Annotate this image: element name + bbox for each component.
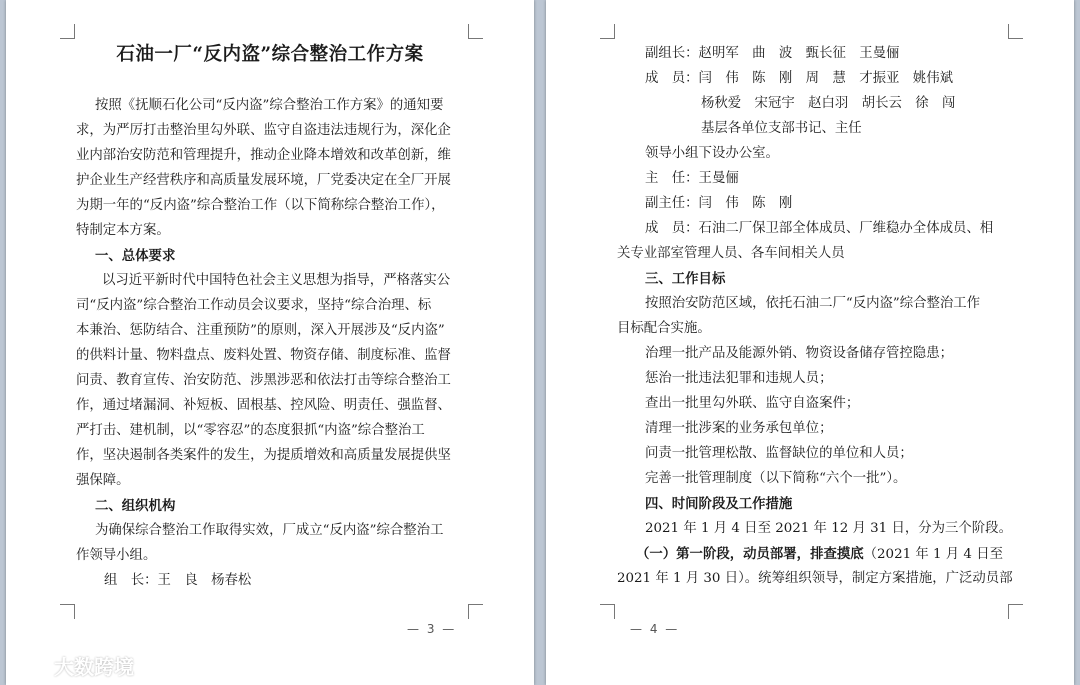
- phase-heading: （一）第一阶段，动员部署，排查摸底: [636, 546, 864, 562]
- crop-mark-top-left: [60, 24, 75, 39]
- paragraph-line: 作，通过堵漏洞、补短板、固根基、控风险、明责任、强监督、: [76, 398, 451, 413]
- crop-mark-bottom-right: [468, 604, 483, 619]
- paragraph-line: 司“反内盗”综合整治工作动员会议要求，坚持“综合治理、标: [76, 298, 432, 313]
- paragraph-line: 强保障。: [76, 473, 130, 488]
- paragraph-line: 2021 年 1 月 30 日）。统筹组织领导，制定方案措施，广泛动员部: [617, 571, 1013, 586]
- office-deputy-line: 副主任：闫 伟 陈 刚: [645, 196, 793, 211]
- page-number: — 4 —: [630, 622, 680, 636]
- office-director-line: 主 任：王曼俪: [645, 171, 739, 186]
- goal-item: 查出一批里勾外联、监守自盗案件；: [645, 396, 860, 411]
- goal-item: 清理一批涉案的业务承包单位；: [645, 421, 833, 436]
- section-heading: 三、工作目标: [645, 271, 726, 287]
- section-heading: 四、时间阶段及工作措施: [645, 496, 793, 512]
- group-leader-line: 组 长：王 良 杨春松: [104, 573, 252, 588]
- paragraph-line: 特制定本方案。: [76, 223, 170, 238]
- phase-line: [636, 545, 1003, 564]
- paragraph-line: 领导小组下设办公室。: [645, 146, 779, 161]
- paragraph-line: 为确保综合整治工作取得实效，厂成立“反内盗”综合整治工: [95, 523, 444, 538]
- paragraph-line: 目标配合实施。: [617, 321, 711, 336]
- document-page-3: [6, 0, 534, 685]
- crop-mark-top-left: [600, 24, 615, 39]
- section-heading: 二、组织机构: [95, 498, 176, 514]
- crop-mark-top-right: [468, 24, 483, 39]
- paragraph-line: 问责、教育宣传、治安防范、涉黑涉恶和依法打击等综合整治工: [76, 373, 451, 388]
- paragraph-line: 关专业部室管理人员、各车间相关人员: [617, 246, 845, 261]
- page-number: — 3 —: [407, 622, 457, 636]
- goal-item: 完善一批管理制度（以下简称“六个一批”）。: [645, 471, 907, 486]
- paragraph-line: 为期一年的“反内盗”综合整治工作（以下简称综合整治工作），: [76, 198, 445, 213]
- paragraph-line: 作，坚决遏制各类案件的发生，为提质增效和高质量发展提供坚: [76, 448, 451, 463]
- paragraph-line: 成 员：石油二厂保卫部全体成员、厂维稳办全体成员、相: [645, 221, 994, 236]
- paragraph-line: 求，为严厉打击整治里勾外联、监守自盗违法违规行为，深化企: [76, 123, 451, 138]
- goal-item: 问责一批管理松散、监督缺位的单位和人员；: [645, 446, 913, 461]
- members-line: 基层各单位支部书记、主任: [701, 121, 862, 136]
- phase-dates: （2021 年 1 月 4 日至: [863, 547, 1003, 562]
- watermark-logo-icon: [8, 652, 48, 678]
- crop-mark-top-right: [1008, 24, 1023, 39]
- deputy-leader-line: 副组长：赵明军 曲 波 甄长征 王曼俪: [645, 46, 900, 61]
- members-line: 杨秋爱 宋冠宇 赵白羽 胡长云 徐 闯: [701, 96, 956, 111]
- watermark: [8, 650, 134, 680]
- goal-item: 治理一批产品及能源外销、物资设备储存管控隐患；: [645, 346, 953, 361]
- paragraph-line: 护企业生产经营秩序和高质量发展环境，厂党委决定在全厂开展: [76, 173, 451, 188]
- crop-mark-bottom-left: [600, 604, 615, 619]
- paragraph-line: 按照《抚顺石化公司“反内盗”综合整治工作方案》的通知要: [95, 98, 444, 113]
- crop-mark-bottom-right: [1008, 604, 1023, 619]
- paragraph-line: 业内部治安防范和管理提升，推动企业降本增效和改革创新，维: [76, 148, 451, 163]
- paragraph-line: 以习近平新时代中国特色社会主义思想为指导，严格落实公: [102, 273, 451, 288]
- paragraph-line: 本兼治、惩防结合、注重预防”的原则，深入开展涉及“反内盗”: [76, 323, 445, 338]
- paragraph-line: 作领导小组。: [76, 548, 157, 563]
- document-page-4: [546, 0, 1074, 685]
- crop-mark-bottom-left: [60, 604, 75, 619]
- watermark-text: 大数跨境: [54, 654, 134, 679]
- paragraph-line: 2021 年 1 月 4 日至 2021 年 12 月 31 日，分为三个阶段。: [645, 521, 1012, 536]
- paragraph-line: 按照治安防范区域，依托石油二厂“反内盗”综合整治工作: [645, 296, 981, 311]
- section-heading: 一、总体要求: [95, 248, 176, 264]
- paragraph-line: 严打击、建机制，以“零容忍”的态度狠抓“内盗”综合整治工: [76, 423, 425, 438]
- paragraph-line: 的供料计量、物料盘点、废料处置、物资存储、制度标准、监督: [76, 348, 451, 363]
- members-line: 成 员：闫 伟 陈 刚 周 慧 才振亚 姚伟斌: [645, 71, 953, 86]
- document-title: 石油一厂“反内盗”综合整治工作方案: [116, 44, 424, 65]
- goal-item: 惩治一批违法犯罪和违规人员；: [645, 371, 833, 386]
